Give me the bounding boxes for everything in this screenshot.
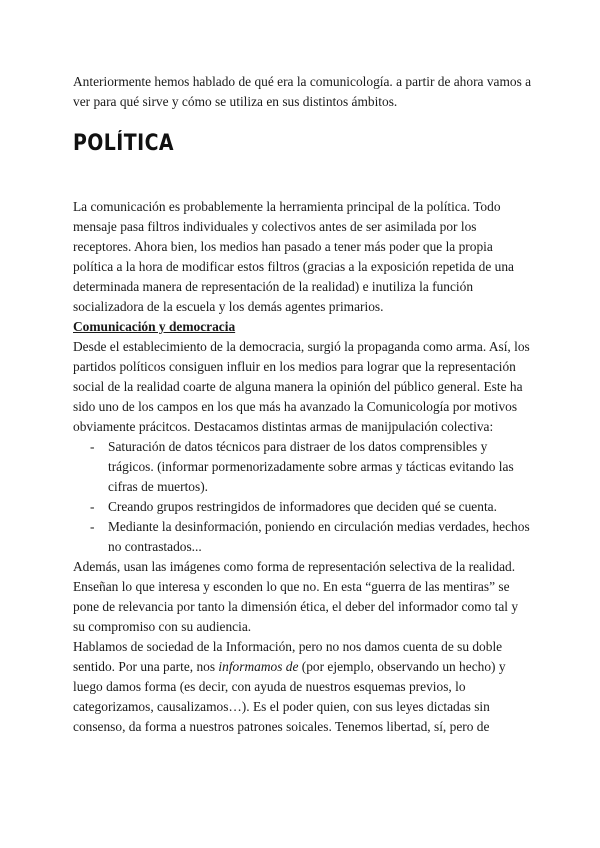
section-title: POLÍTICA — [73, 131, 174, 156]
list-item: - Mediante la desinformación, poniendo en circulación medias verdades, hechos no contrastados... — [90, 517, 533, 557]
subheading-communication-democracy: Comunicación y democracia — [73, 319, 236, 334]
intro-paragraph: Anteriormente hemos hablado de qué era la comunicología. a partir de ahora vamos a ver para qué sirve y cómo se utiliza en sus distintos ámbitos. — [73, 74, 532, 109]
text-segment: (por ejemplo, observando un hecho) y luego damos forma (es decir, con ayuda de nuestros esquemas previos, lo categorizamos, causalizamos…). Es el poder quien, con sus leyes dictadas sin consenso, da forma a nuestros patrones soicales. Tenemos libertad, sí, pero de — [73, 659, 506, 734]
list-item: - Saturación de datos técnicos para distraer de los datos comprensibles y trágicos. (informar pormenorizadamente sobre armas y tácticas evitando las cifras de muertos). — [90, 437, 533, 497]
italic-text-segment: informamos de — [218, 659, 299, 674]
document-body — [73, 197, 533, 737]
text-segment: Hablamos de sociedad de la Información, pero no nos damos cuenta de su doble sentido. Por una parte, nos — [73, 639, 503, 674]
paragraph-images: Además, usan las imágenes como forma de representación selectiva de la realidad. Enseñan lo que interesa y esconden lo que no. En esta “guerra de las mentiras” se pone de relevancia por tanto la dimensión ética, el deber del informador como tal y su compromiso con su audiencia. — [73, 559, 519, 634]
paragraph-information-society — [73, 637, 533, 737]
paragraph-communication-politics: La comunicación es probablemente la herramienta principal de la política. Todo mensaje pasa filtros individuales y colectivos antes de ser asimilada por los receptores. Ahora bien, los medios han pasado a tener más poder que la propia política a la hora de modificar estos filtros (gracias a la exposición repetida de una determinada manera de representación de la realidad) e inutiliza la función socializadora de la escuela y los demás agentes primarios. — [73, 199, 514, 314]
manipulation-weapons-list — [73, 437, 533, 557]
paragraph-propaganda: Desde el establecimiento de la democracia, surgió la propaganda como arma. Así, los partidos políticos consiguen influir en los medios para lograr que la representación social de la realidad coarte de alguna manera la opinión del público general. Este ha sido uno de los campos en los que más ha avanzado la Comunicología por motivos obviamente prácitcos. Destacamos distintas armas de manijpulación colectiva: — [73, 339, 530, 434]
list-item: - Creando grupos restringidos de informadores que deciden qué se cuenta. — [90, 497, 533, 517]
